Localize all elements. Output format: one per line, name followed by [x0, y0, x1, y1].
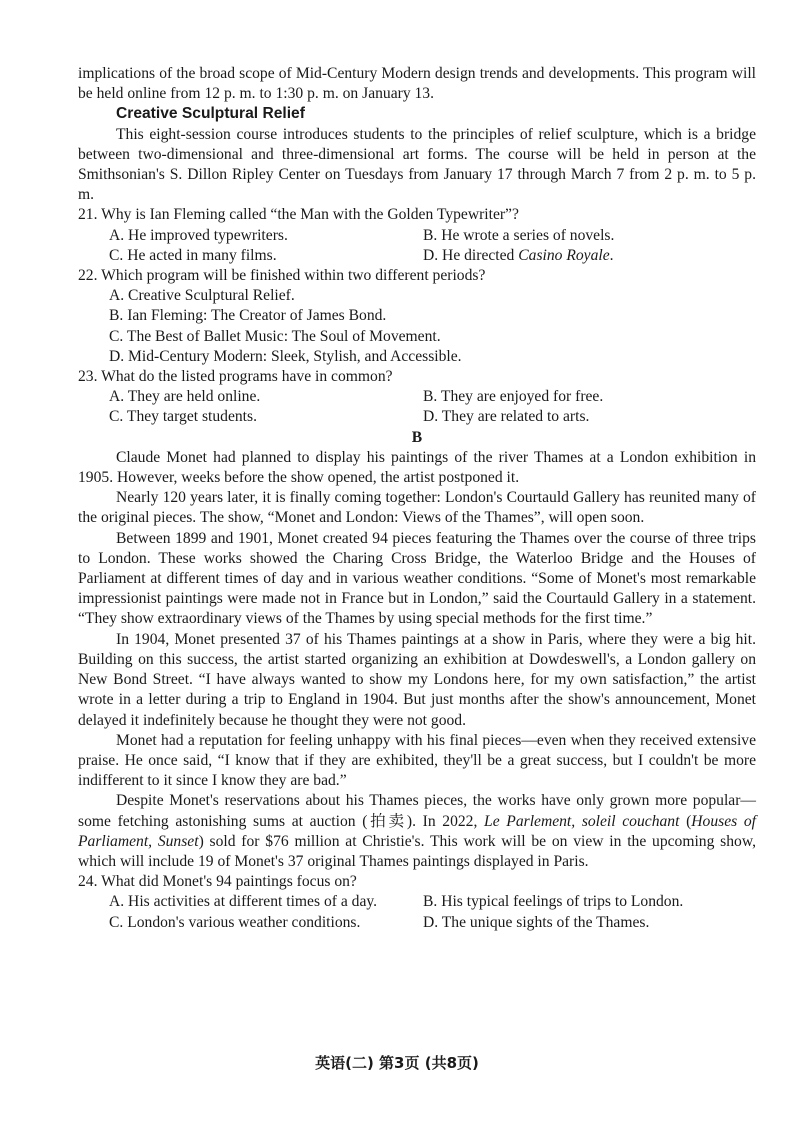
question-stem: 22. Which program will be finished within two different periods?: [78, 267, 486, 285]
page-footer: 英语(二) 第3页 (共8页): [315, 1054, 479, 1072]
option-c[interactable]: C. London's various weather conditions.: [109, 913, 361, 931]
option-d[interactable]: [423, 246, 756, 266]
question-23: [78, 367, 756, 428]
passage-paragraph-4: In 1904, Monet presented 37 of his Thames paintings at a show in Paris, where they were a big hit. Building on this success, the artist started organizing an exhibition at Dowdeswell's, a London gallery on New Bond Street. “I have always wanted to show my Londons here, for my own satisfaction,” the artist wrote in a letter during a trip to England in 1904. But just months after the show's announcement, Monet delayed it indefinitely because he thought they were not good.: [78, 630, 756, 729]
paragraph-text: (: [679, 812, 692, 830]
option-a[interactable]: A. He improved typewriters.: [109, 226, 288, 244]
option-b[interactable]: B. He wrote a series of novels.: [423, 226, 615, 244]
paragraph-text: Despite Monet's reservations about his Thames pieces, the works have only grown more popular—some fetching astonishing sums at auction (拍卖). In 2022,: [78, 792, 756, 830]
options: [78, 387, 756, 427]
question-stem: 23. What do the listed programs have in common?: [78, 368, 393, 386]
option-d[interactable]: D. Mid-Century Modern: Sleek, Stylish, and Accessible.: [109, 347, 462, 365]
options: [78, 892, 756, 932]
option-d[interactable]: D. They are related to arts.: [423, 408, 590, 426]
passage-paragraph-6: [78, 791, 756, 872]
option-d-prefix: D. He directed: [423, 246, 519, 264]
option-d-suffix: .: [609, 246, 614, 264]
option-b[interactable]: B. They are enjoyed for free.: [423, 388, 604, 406]
film-title: Casino Royale: [518, 246, 610, 264]
question-stem: 24. What did Monet's 94 paintings focus on?: [78, 873, 357, 891]
painting-title-english: Houses of Parliament, Sunset: [78, 812, 756, 850]
passage-paragraph-1: Claude Monet had planned to display his paintings of the river Thames at a London exhibition in 1905. However, weeks before the show opened, the artist postponed it.: [78, 448, 756, 487]
program-title-relief: Creative Sculptural Relief: [116, 105, 305, 123]
section-b-heading: B: [411, 428, 423, 446]
option-a[interactable]: A. Creative Sculptural Relief.: [109, 287, 295, 305]
painting-title-french: Le Parlement, soleil couchant: [484, 812, 680, 830]
question-stem: 21. Why is Ian Fleming called “the Man with the Golden Typewriter”?: [78, 206, 519, 224]
question-21: [78, 205, 756, 266]
passage-paragraph-3: Between 1899 and 1901, Monet created 94 pieces featuring the Thames over the course of three trips to London. These works showed the Charing Cross Bridge, the Waterloo Bridge and the Houses of Parliament at different times of day and in various weather conditions. “Some of Monet's most remarkable impressionist paintings were made not in France but in London,” said the Courtauld Gallery in a statement. “They show extraordinary views of the Thames by using special methods for the first time.”: [78, 529, 756, 628]
option-c[interactable]: C. They target students.: [109, 408, 257, 426]
question-24: [78, 872, 756, 933]
intro-paragraph: implications of the broad scope of Mid-Century Modern design trends and developments. This program will be held online from 12 p. m. to 1:30 p. m. on January 13.: [78, 65, 756, 103]
exam-page: [78, 64, 756, 933]
question-22: [78, 266, 756, 367]
program-desc-relief: This eight-session course introduces students to the principles of relief sculpture, which is a bridge between two-dimensional and three-dimensional art forms. The course will be held in person at the Smithsonian's S. Dillon Ripley Center on Tuesdays from January 17 through March 7 from 2 p. m. to 5 p. m.: [78, 125, 756, 204]
paragraph-text: ) sold for $76 million at Christie's. This work will be on view in the upcoming show, which will include 19 of Monet's 37 original Thames paintings displayed in Paris.: [78, 832, 756, 870]
options: [78, 286, 756, 367]
passage-paragraph-5: Monet had a reputation for feeling unhappy with his final pieces—even when they received extensive praise. He once said, “I know that if they are exhibited, they'll be a great success, but I couldn't be more indifferent to it since I know they are bad.”: [78, 731, 756, 790]
options: [78, 226, 756, 266]
option-a[interactable]: A. His activities at different times of a day.: [109, 893, 378, 911]
option-c[interactable]: C. He acted in many films.: [109, 246, 277, 264]
option-c[interactable]: C. The Best of Ballet Music: The Soul of Movement.: [109, 327, 441, 345]
option-d[interactable]: D. The unique sights of the Thames.: [423, 913, 650, 931]
passage-paragraph-2: Nearly 120 years later, it is finally coming together: London's Courtauld Gallery has reunited many of the original pieces. The show, “Monet and London: Views of the Thames”, will open soon.: [78, 489, 756, 527]
option-b[interactable]: B. Ian Fleming: The Creator of James Bond.: [109, 307, 387, 325]
option-a[interactable]: A. They are held online.: [109, 388, 261, 406]
option-b[interactable]: B. His typical feelings of trips to London.: [423, 893, 684, 911]
